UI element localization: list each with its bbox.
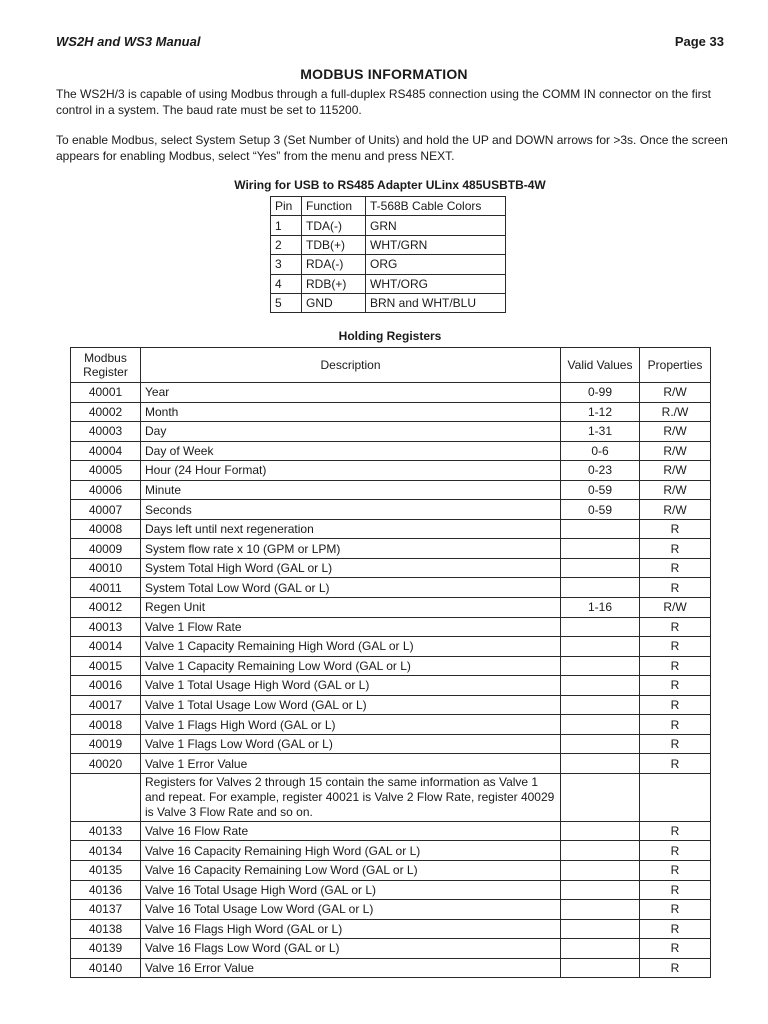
table-row [271,293,506,312]
section-title: MODBUS INFORMATION [300,66,468,82]
properties-cell: R [640,754,711,774]
table-row [71,958,711,978]
properties-cell: R [640,539,711,559]
valid-values-cell [561,773,640,821]
description-cell: Regen Unit [141,598,561,618]
table-cell: 5 [271,293,302,312]
table-cell: 2 [271,235,302,254]
valid-values-cell [561,558,640,578]
wiring-header-cell: T-568B Cable Colors [366,197,506,216]
valid-values-cell [561,861,640,881]
properties-cell [640,773,711,821]
holding-registers-title: Holding Registers [338,329,442,343]
valid-values-cell [561,919,640,939]
properties-cell: R [640,637,711,657]
register-cell: 40135 [71,861,141,881]
description-cell: Valve 16 Capacity Remaining High Word (GAL or L) [141,841,561,861]
table-cell: BRN and WHT/BLU [366,293,506,312]
wiring-header-cell: Pin [271,197,302,216]
register-cell: 40019 [71,734,141,754]
description-cell: Day of Week [141,441,561,461]
valid-values-cell [561,715,640,735]
description-cell: Valve 1 Flow Rate [141,617,561,637]
valid-values-cell: 0-59 [561,480,640,500]
table-row [271,255,506,274]
table-row [71,558,711,578]
table-row [71,480,711,500]
table-row [271,235,506,254]
table-row [271,216,506,235]
table-row [71,676,711,696]
wiring-header-cell: Function [302,197,366,216]
valid-values-cell: 1-31 [561,422,640,442]
table-row [71,461,711,481]
wiring-table-title: Wiring for USB to RS485 Adapter ULinx 485USBTB-4W [234,178,546,192]
table-cell: GRN [366,216,506,235]
valid-values-cell [561,734,640,754]
table-row [71,919,711,939]
register-cell: 40002 [71,402,141,422]
table-row [71,734,711,754]
valid-values-cell [561,656,640,676]
holding-header-cell: Valid Values [561,348,640,383]
table-cell: ORG [366,255,506,274]
properties-cell: R [640,880,711,900]
holding-registers-table [70,347,711,978]
register-cell: 40136 [71,880,141,900]
valid-values-cell [561,841,640,861]
description-cell: Valve 16 Flags High Word (GAL or L) [141,919,561,939]
valid-values-cell [561,617,640,637]
table-row [71,578,711,598]
table-row [71,422,711,442]
register-cell: 40017 [71,695,141,715]
properties-cell: R [640,821,711,841]
table-cell: TDB(+) [302,235,366,254]
description-cell: System flow rate x 10 (GPM or LPM) [141,539,561,559]
description-cell: Valve 1 Total Usage High Word (GAL or L) [141,676,561,696]
description-cell: Month [141,402,561,422]
table-cell: 4 [271,274,302,293]
valid-values-cell [561,539,640,559]
table-cell: WHT/ORG [366,274,506,293]
valid-values-cell [561,821,640,841]
valid-values-cell [561,880,640,900]
valid-values-cell [561,754,640,774]
table-row [71,861,711,881]
valid-values-cell: 0-6 [561,441,640,461]
description-cell: Valve 1 Flags Low Word (GAL or L) [141,734,561,754]
properties-cell: R [640,519,711,539]
register-cell: 40004 [71,441,141,461]
table-row [71,500,711,520]
table-row [71,402,711,422]
table-row [71,519,711,539]
properties-cell: R [640,656,711,676]
register-cell: 40008 [71,519,141,539]
valid-values-cell [561,695,640,715]
properties-cell: R/W [640,480,711,500]
description-cell: System Total High Word (GAL or L) [141,558,561,578]
table-row [71,939,711,959]
valid-values-cell [561,676,640,696]
properties-cell: R [640,558,711,578]
properties-cell: R [640,939,711,959]
valid-values-cell [561,939,640,959]
description-cell: Days left until next regeneration [141,519,561,539]
description-cell: Valve 16 Total Usage Low Word (GAL or L) [141,900,561,920]
description-cell: Hour (24 Hour Format) [141,461,561,481]
properties-cell: R [640,695,711,715]
register-cell: 40014 [71,637,141,657]
table-row [271,274,506,293]
table-cell: 3 [271,255,302,274]
holding-header-cell: Properties [640,348,711,383]
valid-values-cell: 0-59 [561,500,640,520]
manual-title: WS2H and WS3 Manual [56,34,201,49]
valid-values-cell [561,578,640,598]
description-cell: Registers for Valves 2 through 15 contain the same information as Valve 1 and repeat. For example, register 40021 is Valve 2 Flow Rate, register 40029 is Valve 3 Flow Rate and so on. [141,773,561,821]
properties-cell: R [640,617,711,637]
register-cell: 40013 [71,617,141,637]
description-cell: Seconds [141,500,561,520]
table-row [71,773,711,821]
properties-cell: R/W [640,500,711,520]
wiring-table [270,196,506,313]
intro-paragraph: The WS2H/3 is capable of using Modbus through a full-duplex RS485 connection using the COMM IN connector on the first control in a system. The baud rate must be set to 115200. [56,87,712,117]
properties-cell: R [640,734,711,754]
table-row [71,441,711,461]
description-cell: Valve 1 Total Usage Low Word (GAL or L) [141,695,561,715]
page-header [56,34,724,52]
valid-values-cell [561,519,640,539]
register-cell: 40020 [71,754,141,774]
enable-modbus-paragraph: To enable Modbus, select System Setup 3 (Set Number of Units) and hold the UP and DOWN arrows for >3s. Once the screen appears for enabling Modbus, select “Yes” from the menu and press NEXT. [56,133,728,163]
table-row [71,598,711,618]
table-row [71,656,711,676]
description-cell: Day [141,422,561,442]
register-cell: 40138 [71,919,141,939]
register-cell: 40133 [71,821,141,841]
description-cell: System Total Low Word (GAL or L) [141,578,561,598]
wiring-header-row [271,197,506,216]
valid-values-cell: 0-99 [561,383,640,403]
table-cell: 1 [271,216,302,235]
table-row [71,637,711,657]
register-cell: 40012 [71,598,141,618]
table-cell: RDA(-) [302,255,366,274]
register-cell: 40016 [71,676,141,696]
table-row [71,715,711,735]
description-cell: Year [141,383,561,403]
table-row [71,900,711,920]
description-cell: Valve 16 Error Value [141,958,561,978]
table-row [71,821,711,841]
valid-values-cell: 1-12 [561,402,640,422]
table-cell: TDA(-) [302,216,366,235]
register-cell: 40137 [71,900,141,920]
table-row [71,539,711,559]
properties-cell: R [640,578,711,598]
register-cell: 40140 [71,958,141,978]
properties-cell: R [640,958,711,978]
properties-cell: R/W [640,422,711,442]
register-cell: 40139 [71,939,141,959]
register-cell [71,773,141,821]
register-cell: 40005 [71,461,141,481]
properties-cell: R [640,861,711,881]
holding-header-row [71,348,711,383]
valid-values-cell [561,637,640,657]
register-cell: 40018 [71,715,141,735]
properties-cell: R/W [640,598,711,618]
properties-cell: R/W [640,461,711,481]
holding-header-cell: Description [141,348,561,383]
table-row [71,754,711,774]
table-row [71,841,711,861]
description-cell: Valve 16 Flow Rate [141,821,561,841]
description-cell: Valve 1 Error Value [141,754,561,774]
properties-cell: R/W [640,441,711,461]
page-number: Page 33 [674,34,724,49]
properties-cell: R [640,919,711,939]
register-cell: 40010 [71,558,141,578]
properties-cell: R [640,841,711,861]
description-cell: Valve 16 Total Usage High Word (GAL or L) [141,880,561,900]
table-row [71,383,711,403]
properties-cell: R./W [640,402,711,422]
description-cell: Valve 1 Capacity Remaining High Word (GAL or L) [141,637,561,657]
register-cell: 40007 [71,500,141,520]
table-row [71,617,711,637]
description-cell: Valve 16 Capacity Remaining Low Word (GAL or L) [141,861,561,881]
properties-cell: R/W [640,383,711,403]
register-cell: 40015 [71,656,141,676]
description-cell: Valve 1 Flags High Word (GAL or L) [141,715,561,735]
valid-values-cell: 1-16 [561,598,640,618]
valid-values-cell: 0-23 [561,461,640,481]
description-cell: Valve 16 Flags Low Word (GAL or L) [141,939,561,959]
properties-cell: R [640,715,711,735]
valid-values-cell [561,900,640,920]
table-cell: GND [302,293,366,312]
register-cell: 40006 [71,480,141,500]
description-cell: Minute [141,480,561,500]
register-cell: 40003 [71,422,141,442]
description-cell: Valve 1 Capacity Remaining Low Word (GAL or L) [141,656,561,676]
valid-values-cell [561,958,640,978]
properties-cell: R [640,676,711,696]
table-cell: RDB(+) [302,274,366,293]
register-cell: 40134 [71,841,141,861]
holding-header-cell: Modbus Register [71,348,141,383]
register-cell: 40001 [71,383,141,403]
register-cell: 40009 [71,539,141,559]
properties-cell: R [640,900,711,920]
register-cell: 40011 [71,578,141,598]
table-row [71,880,711,900]
table-cell: WHT/GRN [366,235,506,254]
table-row [71,695,711,715]
